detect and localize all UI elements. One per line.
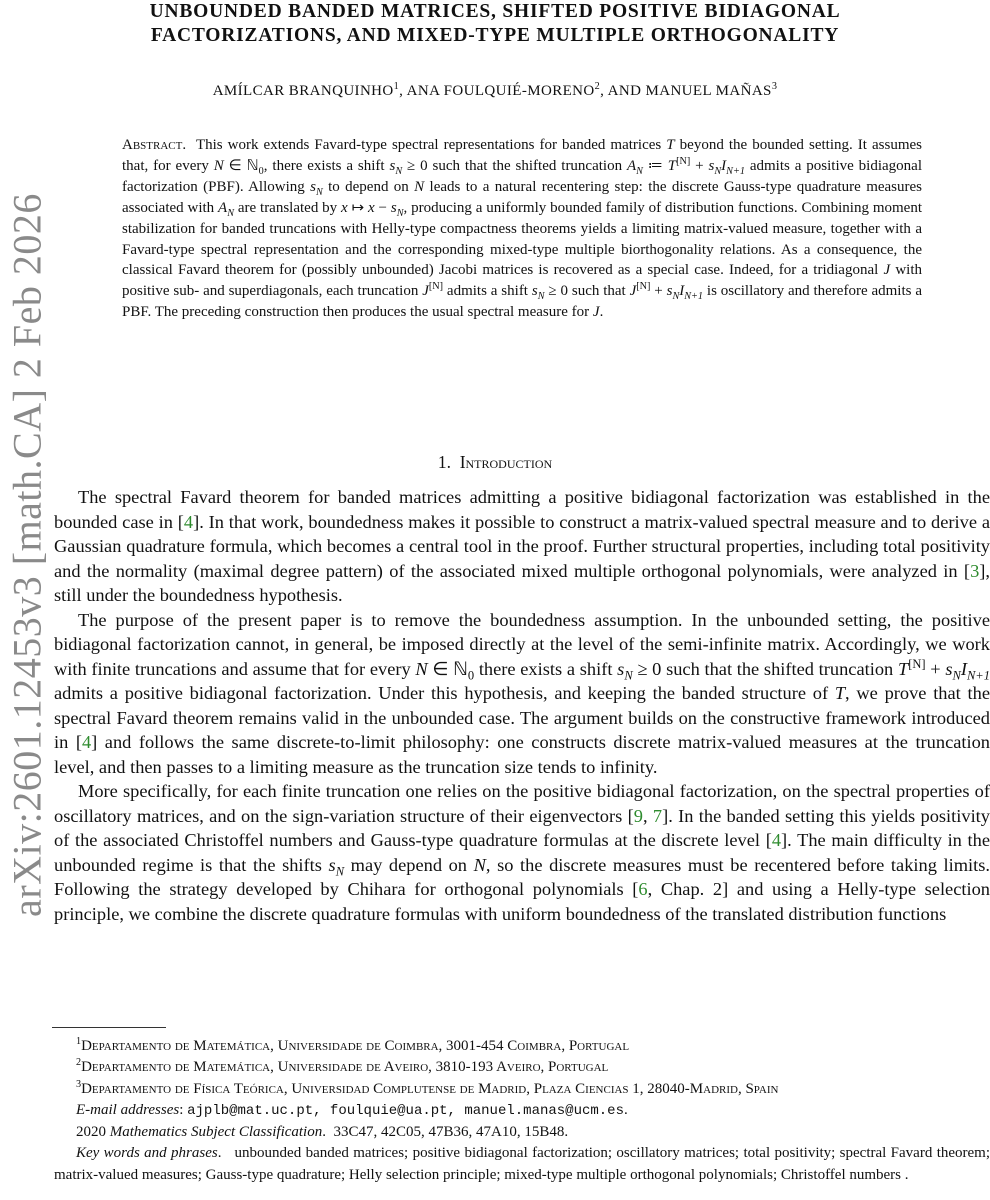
paragraph-2	[54, 608, 990, 780]
arxiv-identifier: arXiv:2601.12453v3 [math.CA] 2 Feb 2026	[4, 193, 50, 917]
math: N	[315, 186, 323, 198]
citation-link[interactable]: 7	[652, 805, 663, 826]
math: I	[960, 658, 967, 679]
section-number: 1.	[437, 452, 451, 472]
text: there exists a shift	[474, 658, 618, 679]
footnote-text: Departamento de Física Teórica, Universidad Complutense de Madrid, Plaza Ciencias 1, 28040-Madrid, Spain	[81, 1080, 779, 1097]
math: s	[708, 157, 715, 174]
math: +	[690, 157, 709, 174]
abstract-text: with positive sub- and superdiagonals, each truncation	[122, 262, 922, 300]
text: may depend on	[344, 854, 474, 875]
math: s	[389, 157, 396, 174]
math: N	[473, 854, 486, 875]
abstract-text: to depend on	[322, 178, 415, 195]
math: ℕ	[246, 157, 259, 174]
math: N	[395, 165, 403, 177]
footnote-2	[54, 1057, 990, 1078]
abstract-text: .	[599, 304, 604, 321]
math: T	[834, 683, 846, 703]
author-3: MANUEL MAÑAS	[645, 83, 772, 99]
math: ≥ 0	[544, 283, 568, 300]
math: I	[679, 283, 685, 300]
math: N	[714, 165, 722, 177]
msc-codes: 33C47, 42C05, 47B36, 47A10, 15B48.	[333, 1124, 569, 1141]
text: ] and follows the same discrete-to-limit philosophy: one constructs discrete matrix-valued measures at the truncation level, and then passes to a limiting measure as the truncation size tends to infinity.	[54, 732, 990, 777]
title-line-2: FACTORIZATIONS, AND MIXED-TYPE MULTIPLE ORTHOGONALITY	[150, 25, 840, 46]
math: 0	[258, 165, 264, 177]
footnote-3	[54, 1079, 990, 1100]
math: ≔	[642, 157, 668, 174]
citation-link[interactable]: 6	[638, 879, 648, 899]
text: The purpose of the present paper is to remove the boundedness assumption. In the unbounded setting, the positive bidiagonal factorization cannot, in general, be imposed directly at the level of the semi-infinite matrix. Accordingly, we work with finite truncations and assume that for every	[54, 609, 990, 679]
footnote-mark: 2	[76, 1057, 82, 1069]
math: 0	[467, 668, 475, 683]
abstract-text: are translated by	[234, 199, 342, 216]
msc-year: 2020	[76, 1124, 110, 1141]
text: ], still under the boundedness hypothesis.	[54, 560, 990, 605]
math: s	[328, 854, 336, 875]
abstract-text: admits a positive bidiagonal factorization (PBF). Allowing	[122, 157, 922, 195]
math: s	[390, 199, 397, 216]
math: A	[626, 157, 637, 174]
math: ≥ 0	[402, 157, 428, 174]
author-separator: ,	[399, 83, 407, 99]
introduction-body	[54, 485, 990, 926]
abstract-text: leads to a natural recentering step: the discrete Gauss-type quadrature measures associated with	[122, 178, 922, 216]
email-addresses: E-mail addresses: ajplb@mat.uc.pt, foulquie@ua.pt, manuel.manas@ucm.es.	[76, 1101, 628, 1119]
math: s	[945, 658, 953, 679]
abstract-text: is oscillatory and therefore admits a PBF. The preceding construction then produces the usual spectral measure for	[122, 283, 923, 321]
citation-link[interactable]: 3	[970, 560, 980, 581]
text: ]. In the banded setting this yields positivity of the associated Christoffel numbers and Gauss-type quadrature formulas at the discrete level [	[54, 805, 990, 850]
math: N+1	[684, 291, 704, 303]
keywords: Key words and phrases. unbounded banded matrices; positive bidiagonal factorization; oscillatory matrices; total positivity; spectral Favard theorem; matrix-valued measures; Gauss-type quadrature; Helly selection principle; mixed-type multiple orthogonal polynomials; Christoffel numbers .	[54, 1145, 990, 1183]
email-list[interactable]: ajplb@mat.uc.pt, foulquie@ua.pt, manuel.manas@ucm.es	[187, 1102, 624, 1119]
math: [N]	[676, 155, 691, 167]
author-2: ANA FOULQUIÉ-MORENO	[406, 83, 595, 99]
math: +	[650, 283, 667, 300]
math: s	[531, 283, 538, 300]
footnote-text: Departamento de Matemática, Universidade de Coimbra, 3001-454 Coimbra, Portugal	[81, 1038, 630, 1054]
text: ]. The main difficulty in the unbounded regime is that the shifts	[54, 830, 990, 875]
text: , we prove that the spectral Favard theorem remains valid in the unbounded case. The argument builds on the constructive framework introduced in [	[54, 683, 990, 752]
math: J	[422, 283, 429, 300]
math: N	[213, 157, 224, 174]
math: A	[218, 199, 228, 216]
math: [N]	[428, 281, 444, 293]
footnote-text: Departamento de Matemática, Universidade de Aveiro, 3810-193 Aveiro, Portugal	[81, 1059, 609, 1076]
abstract-label: Abstract.	[122, 137, 187, 153]
author-separator: , AND	[600, 83, 646, 99]
author-1: AMÍLCAR BRANQUINHO	[212, 83, 394, 99]
footnote-1	[54, 1036, 990, 1057]
abstract	[122, 135, 922, 323]
math: N	[415, 658, 428, 679]
arxiv-sidebar-stamp	[0, 0, 56, 1200]
math: N	[396, 207, 404, 219]
citation-link[interactable]: 4	[183, 511, 194, 532]
section-title: Introduction	[459, 452, 553, 472]
citation-link[interactable]: 4	[771, 830, 782, 850]
math: x	[341, 199, 348, 216]
title-line-1: UNBOUNDED BANDED MATRICES, SHIFTED POSITIVE BIDIAGONAL	[149, 1, 841, 22]
math: x	[368, 199, 375, 216]
math: N	[624, 668, 633, 683]
math: T	[897, 658, 909, 679]
math: T	[667, 157, 677, 174]
citation-link[interactable]: 9	[633, 805, 643, 826]
abstract-text: such that the shifted truncation	[427, 157, 627, 174]
msc-classification: 2020 Mathematics Subject Classification. 33C47, 42C05, 47B36, 47A10, 15B48.	[76, 1124, 569, 1141]
footnote-rule	[52, 1027, 166, 1028]
math: N	[335, 864, 345, 879]
text: such that the shifted truncation	[661, 658, 898, 679]
section-heading	[60, 452, 930, 473]
text: More specifically, for each finite truncation one relies on the positive bidiagonal factorization, on the spectral properties of oscillatory matrices, and on the sign-variation structure of their eigenvectors [	[54, 781, 990, 826]
math: N	[227, 207, 234, 219]
math: N	[537, 291, 545, 303]
math: [N]	[908, 656, 926, 671]
paper-title	[60, 0, 930, 48]
author-3-mark: 3	[771, 81, 778, 92]
math: N+1	[966, 668, 990, 683]
math: −	[374, 199, 391, 216]
author-2-mark: 2	[594, 81, 601, 92]
math: N	[636, 165, 643, 177]
math: ≥ 0	[632, 658, 662, 679]
math: I	[721, 157, 727, 174]
abstract-text: admits a shift	[443, 283, 532, 300]
paragraph-1	[54, 485, 990, 608]
math: s	[666, 283, 673, 300]
author-list	[60, 83, 930, 100]
text: , so the discrete measures must be recentered before taking limits. Following the strategy developed by Chihara for orthogonal polynomials [	[54, 854, 990, 899]
keywords-text: unbounded banded matrices; positive bidiagonal factorization; oscillatory matrices; total positivity; spectral Favard theorem; matrix-valued measures; Gauss-type quadrature; Helly selection principle; mixed-type multiple orthogonal polynomials; Christoffel numbers .	[54, 1145, 990, 1183]
math: J	[629, 283, 637, 300]
text: , Chap. 2] and using a Helly-type selection principle, we combine the discrete quadrature formulas with uniform boundedness of the translated distribution functions	[54, 879, 990, 924]
math: ∈	[223, 157, 247, 174]
footnotes	[54, 1036, 990, 1186]
math: J	[883, 262, 891, 279]
abstract-text: , producing a uniformly bounded family of distribution functions. Combining moment stabilization for banded truncations with Helly-type compactness theorems yields a limiting matrix-valued measure, together with a Favard-type spectral representation and the corresponding mixed-type multiple biorthogonality relations. As a consequence, the classical Favard theorem for (possibly unbounded) Jacobi matrices is recovered as a special case. Indeed, for a tridiagonal	[122, 199, 922, 279]
math: +	[925, 658, 946, 679]
text: ,	[642, 805, 653, 826]
math: N	[414, 178, 425, 195]
email-label: E-mail addresses	[76, 1101, 180, 1118]
abstract-text: such that	[567, 283, 630, 300]
math: s	[310, 178, 316, 195]
abstract-text: beyond the bounded setting. It assumes that, for every	[122, 137, 923, 174]
math: ℕ	[453, 658, 468, 679]
math: T	[666, 137, 675, 153]
abstract-text: This work extends Favard-type spectral representations for banded matrices	[195, 137, 667, 153]
msc-label: Mathematics Subject Classification	[109, 1124, 323, 1141]
footnote-mark: 1	[76, 1036, 82, 1047]
citation-link[interactable]: 4	[81, 732, 92, 752]
paragraph-3	[54, 779, 990, 926]
abstract-text: , there exists a shift	[263, 157, 390, 174]
math: s	[617, 658, 625, 679]
math: ↦	[347, 199, 368, 216]
keywords-label: Key words and phrases	[76, 1145, 218, 1162]
text: ]. In that work, boundedness makes it possible to construct a matrix-valued spectral measure and to derive a Gaussian quadrature formula, which becomes a central tool in the proof. Further structural properties, including total positivity and the normality (maximal degree pattern) of the associated mixed multiple orthogonal polynomials, were analyzed in [	[54, 511, 990, 581]
math: ∈	[427, 658, 454, 679]
math: J	[592, 304, 600, 321]
math: N+1	[726, 165, 745, 177]
math: [N]	[636, 281, 651, 293]
text: The spectral Favard theorem for banded matrices admitting a positive bidiagonal factorization was established in the bounded case in [	[54, 487, 990, 532]
math: N	[672, 291, 680, 303]
footnote-mark: 3	[76, 1078, 82, 1090]
text: admits a positive bidiagonal factorization. Under this hypothesis, and keeping the banded structure of	[54, 683, 835, 703]
math: N	[952, 668, 961, 683]
author-1-mark: 1	[393, 81, 400, 92]
